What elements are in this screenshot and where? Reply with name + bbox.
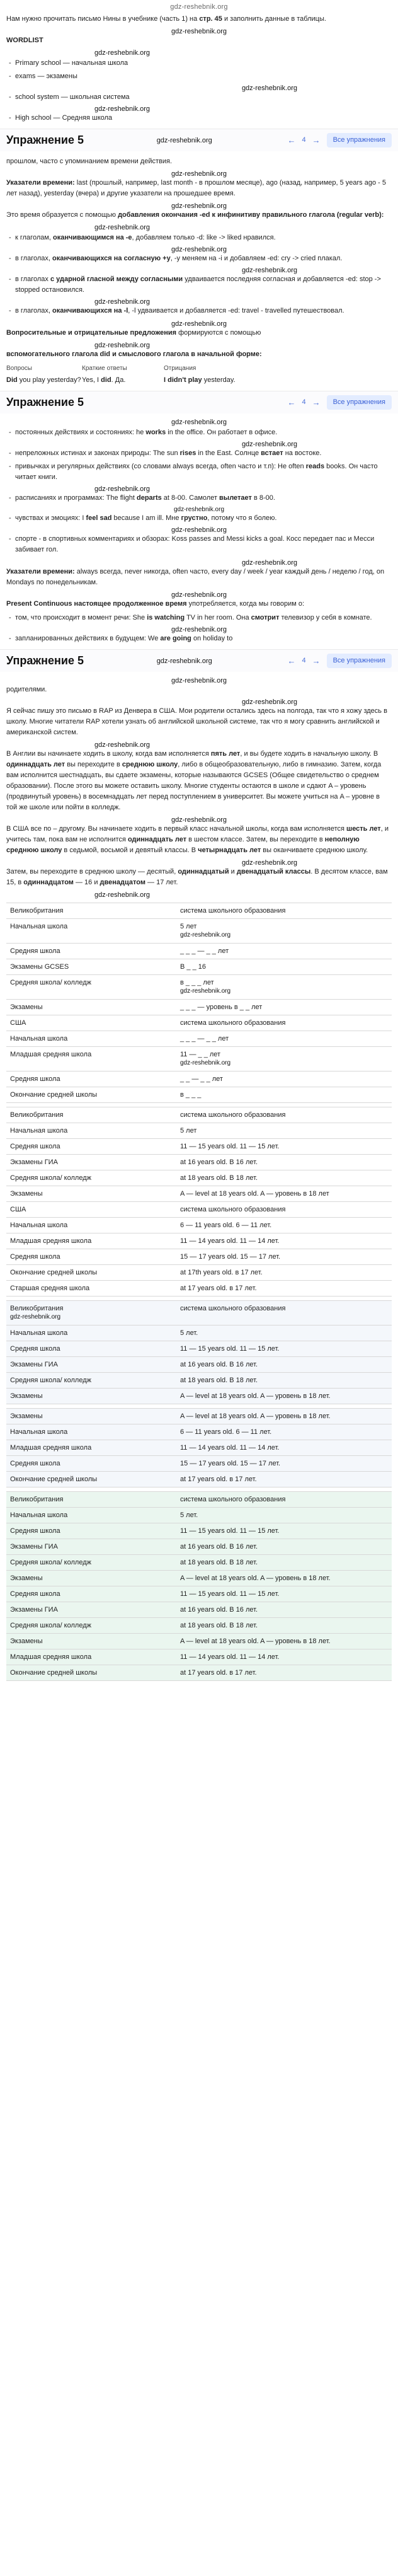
table-row: Великобритания система школьного образования: [6, 1107, 392, 1123]
table-row: Старшая средняя школа at 17 years old. в 17 лет.: [6, 1281, 392, 1297]
all-exercises-button[interactable]: Все упражнения: [327, 133, 392, 147]
table-row: Средняя школа 15 — 17 years old. 15 — 17 лет.: [6, 1249, 392, 1265]
watermark: gdz-reshebnik.org: [94, 342, 151, 349]
exercise-title: Упражнение 5: [6, 134, 84, 146]
watermark: gdz-reshebnik.org: [94, 891, 151, 899]
table-row: Средняя школа _ _ — _ _ лет: [6, 1071, 392, 1087]
table-row: Начальная школа 5 лет gdz-reshebnik.org: [6, 919, 392, 944]
watermark: gdz-reshebnik.org: [171, 677, 227, 684]
watermark: gdz-reshebnik.org: [94, 105, 151, 113]
watermark: gdz-reshebnik.org: [171, 170, 227, 178]
exercise-number: 4: [302, 136, 306, 144]
paragraph: родителями.: [6, 686, 47, 693]
watermark: gdz-reshebnik.org: [171, 591, 227, 599]
table-row: Средняя школа/ колледж в _ _ _ лет gdz-reshebnik.org: [6, 975, 392, 1000]
table-row: Начальная школа _ _ _ — _ _ лет: [6, 1031, 392, 1047]
table-row: Экзамены ГИА at 16 years old. В 16 лет.: [6, 1539, 392, 1555]
paragraph: Затем, вы переходите в среднюю школу — десятый, одиннадцатый и двенадцатый классы. В десятом классе, вам 15, в одиннадцатом — 16 и двенадцатом — 17 лет.: [6, 868, 388, 886]
paragraph: Это время образуется с помощью добавления окончания -ed к инфинитиву правильного глагола (regular verb):: [6, 211, 384, 219]
table-row: Экзамены ГИА at 16 years old. В 16 лет.: [6, 1357, 392, 1373]
table-row: Великобритания система школьного образования: [6, 903, 392, 919]
next-arrow-icon[interactable]: →: [312, 398, 321, 407]
list-item: - запланированных действиях в будущем: We are going on holiday to: [6, 633, 392, 644]
watermark: gdz-reshebnik.org: [94, 741, 151, 749]
table-row: Экзамены A — level at 18 years old. A — уровень в 18 лет: [6, 1186, 392, 1202]
table-row: Средняя школа/ колледж at 18 years old. В 18 лет.: [6, 1170, 392, 1186]
watermark: gdz-reshebnik.org: [94, 298, 151, 306]
watermark: gdz-reshebnik.org: [156, 657, 212, 665]
watermark: gdz-reshebnik.org: [171, 28, 227, 35]
table-uk: [6, 903, 392, 1103]
table-row: Средняя школа 11 — 15 years old. 11 — 15 лет.: [6, 1139, 392, 1155]
paragraph: Вопросительные и отрицательные предложения формируются с помощью: [6, 329, 261, 337]
table-row: Начальная школа 5 лет: [6, 1123, 392, 1139]
table-row: Средняя школа/ колледж at 18 years old. В 18 лет.: [6, 1618, 392, 1634]
list-item: - в глаголах, оканчивающихся на -l, -l удваивается и добавляется -ed: travel - travelled путешествовал.: [6, 306, 392, 316]
watermark: gdz-reshebnik.org: [241, 267, 297, 274]
list-item: - расписаниях и программах: The flight departs at 8-00. Самолет вылетает в 8-00.: [6, 493, 392, 504]
table-final: [6, 1491, 392, 1681]
intro-section: [6, 14, 392, 124]
list-item: - непреложных истинах и законах природы: The sun rises in the East. Солнце встает на востоке.: [6, 448, 392, 459]
table-row: Экзамены A — level at 18 years old. A — уровень в 18 лет.: [6, 1389, 392, 1404]
table-row: Окончание средней школы at 17th years old. в 17 лет.: [6, 1265, 392, 1281]
exercise-title: Упражнение 5: [6, 654, 84, 667]
paragraph: Present Continuous настоящее продолженное время употребляется, когда мы говорим о:: [6, 600, 305, 608]
exercise-number: 4: [302, 398, 306, 406]
exercise-header: [0, 129, 398, 151]
watermark: gdz-reshebnik.org: [171, 419, 227, 426]
past-simple-section: [6, 156, 392, 386]
table-row: Средняя школа 11 — 15 years old. 11 — 15 лет.: [6, 1523, 392, 1539]
table-row: Начальная школа 5 лет.: [6, 1508, 392, 1523]
paragraph: Указатели времени: last (прошлый, например, last month - в прошлом месяце), ago (назад, например, 5 years ago - 5 лет назад), yesterday (вчера) и другие указатели на прошедшее время.: [6, 179, 386, 197]
table-row: Начальная школа 6 — 11 years old. 6 — 11 лет.: [6, 1424, 392, 1440]
table-row: Экзамены GCSES В _ _ 16: [6, 959, 392, 975]
table-row: США система школьного образования: [6, 1015, 392, 1031]
all-exercises-button[interactable]: Все упражнения: [327, 654, 392, 668]
watermark: gdz-reshebnik.org: [241, 559, 297, 567]
site-watermark: gdz-reshebnik.org: [170, 3, 228, 11]
table-row: Средняя школа _ _ _ — _ _ лет: [6, 944, 392, 959]
list-item: - спорте - в спортивных комментариях и обзорах: Koss passes and Messi kicks a goal. Косс передает пас и Месси забивает гол.: [6, 534, 392, 555]
prev-arrow-icon[interactable]: ←: [287, 136, 296, 145]
table-row: Младшая средняя школа 11 — 14 years old. 11 — 14 лет.: [6, 1440, 392, 1456]
paragraph: Я сейчас пишу это письмо в RAP из Денвера в США. Мои родители остались здесь на полгода, так что я хожу здесь в школу. Многие читатели RAP хотели узнать об английской школьной системе, так что я могу сравнить английской и американской систем.: [6, 707, 387, 736]
exercise-title: Упражнение 5: [6, 396, 84, 408]
prev-arrow-icon[interactable]: ←: [287, 656, 296, 666]
watermark: gdz-reshebnik.org: [171, 526, 227, 534]
watermark: gdz-reshebnik.org: [171, 320, 227, 328]
prev-arrow-icon[interactable]: ←: [287, 398, 296, 407]
letter-section: [6, 677, 392, 899]
wordlist: [6, 58, 392, 124]
table-row: Экзамены A — level at 18 years old. A — уровень в 18 лет.: [6, 1571, 392, 1586]
watermark: gdz-reshebnik.org: [156, 136, 212, 144]
paragraph: Указатели времени: always всегда, never никогда, often часто, every day / week / year каждый день / неделю / год, on Mondays по понедельникам.: [6, 568, 385, 586]
table-row: Начальная школа 6 — 11 years old. 6 — 11 лет.: [6, 1218, 392, 1233]
exercise-nav: [285, 395, 392, 410]
table-row: Окончание средней школы at 17 years old. в 17 лет.: [6, 1665, 392, 1681]
wordlist-title: WORDLIST: [6, 37, 43, 44]
list-item: - в глаголах с ударной гласной между согласными удваивается последняя согласная и добавляется -ed: stop -> stopped остановился.: [6, 274, 392, 296]
paragraph: В Англии вы начинаете ходить в школу, когда вам исполняется пять лет, и вы будете ходить в начальную школу. В одиннадцать лет вы переходите в среднюю школу, либо в общеобразовательную, либо в гимназию. Затем, когда вам исполнится шестнадцать, вы сдаете экзамены, которые называются GCSES (Общее свидетельство о среднем образовании). После этого вы можете оставить школу. Многие студенты остаются в школе и сдают A – уровень (продвинутый уровень) в восемнадцать лет перед поступлением в университет. Вы можете учиться на A – уровне в той же школе или пойти в колледж.: [6, 750, 382, 811]
table-row: Великобритания система школьного образования: [6, 1492, 392, 1508]
table-usa-answers: [6, 1408, 392, 1487]
exercise-header: [0, 649, 398, 672]
watermark: gdz-reshebnik.org: [241, 698, 297, 706]
table-row: Начальная школа 5 лет.: [6, 1326, 392, 1341]
table-row: Экзамены A — level at 18 years old. A — уровень в 18 лет.: [6, 1409, 392, 1424]
table-row: Окончание средней школы в _ _ _: [6, 1087, 392, 1103]
table-row: Младшая средняя школа 11 — _ _ лет gdz-reshebnik.org: [6, 1047, 392, 1071]
present-simple-section: [6, 419, 392, 644]
watermark: gdz-reshebnik.org: [241, 84, 297, 92]
intro-text: Нам нужно прочитать письмо Нины в учебнике (часть 1) на стр. 45 и заполнить данные в таблицы.: [6, 15, 326, 23]
table-row: Экзамены ГИА at 16 years old. В 16 лет.: [6, 1602, 392, 1618]
table-row: США система школьного образования: [6, 1202, 392, 1218]
table-row: Средняя школа 11 — 15 years old. 11 — 15 лет.: [6, 1341, 392, 1357]
exercise-nav: [285, 654, 392, 668]
usage-list: [6, 427, 392, 555]
list-item: - Primary school — начальная школа: [6, 58, 392, 69]
rules-list: [6, 233, 392, 316]
paragraph: прошлом, часто с упоминанием времени действия.: [6, 158, 173, 165]
watermark: gdz-reshebnik.org: [171, 202, 227, 210]
watermark: gdz-reshebnik.org: [171, 626, 227, 633]
list-item: - school system — школьная система: [6, 92, 392, 103]
table-row: Великобритания gdz-reshebnik.org система школьного образования: [6, 1301, 392, 1326]
pc-list: [6, 613, 392, 644]
list-item: - чувствах и эмоциях: I feel sad because I am ill. Мне грустно, потому что я болею.: [6, 513, 392, 524]
paragraph: В США все по – другому. Вы начинаете ходить в первый класс начальной школы, когда вам исполняется шесть лет, и учитесь там, пока вам не исполнится одиннадцать лет в шестом классе. Затем, вы переходите в неполную среднюю школу в седьмой, восьмой и девятый классы. В четырнадцать лет вы оканчиваете среднюю школу.: [6, 825, 389, 854]
list-item: - High school — Средняя школа: [6, 113, 392, 124]
list-item: - том, что происходит в момент речи: She is watching TV in her room. Она смотрит телевизор у себя в комнате.: [6, 613, 392, 623]
table-row: Экзамены _ _ _ — уровень в _ _ лет: [6, 1000, 392, 1015]
watermark: gdz-reshebnik.org: [241, 441, 297, 448]
table-row: Окончание средней школы at 17 years old. в 17 лет.: [6, 1472, 392, 1487]
table-row: Младшая средняя школа 11 — 14 years old. 11 — 14 лет.: [6, 1233, 392, 1249]
table-row: Младшая средняя школа 11 — 14 years old. 11 — 14 лет.: [6, 1649, 392, 1665]
table-row: Средняя школа/ колледж at 18 years old. В 18 лет.: [6, 1373, 392, 1389]
list-item: - к глаголам, оканчивающимся на -e, добавляем только -d: like -> liked нравился.: [6, 233, 392, 243]
all-exercises-button[interactable]: Все упражнения: [327, 395, 392, 410]
list-item: - в глаголах, оканчивающихся на согласную +y, -y меняем на -i и добавляем -ed: cry -> cried плакал.: [6, 253, 392, 264]
next-arrow-icon[interactable]: →: [312, 136, 321, 145]
exercise-number: 4: [302, 657, 306, 664]
watermark: gdz-reshebnik.org: [94, 224, 151, 231]
watermark: gdz-reshebnik.org: [241, 859, 297, 867]
table-uk-answers: [6, 1300, 392, 1404]
table-row: Средняя школа/ колледж at 18 years old. В 18 лет.: [6, 1555, 392, 1571]
list-item: - exams — экзамены: [6, 71, 392, 82]
exercise-header: [0, 391, 398, 413]
exercise-nav: [285, 133, 392, 147]
list-item: - привычках и регулярных действиях (со словами always всегда, often часто и т.п): He often reads books. Он часто читает книги.: [6, 461, 392, 483]
list-item: - постоянных действиях и состояниях: he works in the office. Он работает в офисе.: [6, 427, 392, 438]
watermark: gdz-reshebnik.org: [171, 816, 227, 824]
example-table: Вопросы Краткие ответы Отрицания Did you play yesterday? Yes, I did. Да. I didn't play yesterday.: [6, 365, 236, 384]
watermark: gdz-reshebnik.org: [171, 246, 227, 253]
next-arrow-icon[interactable]: →: [312, 656, 321, 666]
table-uk-filled: [6, 1107, 392, 1297]
paragraph: вспомогательного глагола did и смыслового глагола в начальной форме:: [6, 350, 262, 358]
watermark: gdz-reshebnik.org: [94, 485, 151, 493]
table-row: Средняя школа 15 — 17 years old. 15 — 17 лет.: [6, 1456, 392, 1472]
watermark: gdz-reshebnik.org: [173, 506, 225, 513]
table-row: Средняя школа 11 — 15 years old. 11 — 15 лет.: [6, 1586, 392, 1602]
table-row: Экзамены A — level at 18 years old. A — уровень в 18 лет.: [6, 1634, 392, 1649]
watermark: gdz-reshebnik.org: [94, 49, 151, 57]
table-row: Экзамены ГИА at 16 years old. В 16 лет.: [6, 1155, 392, 1170]
